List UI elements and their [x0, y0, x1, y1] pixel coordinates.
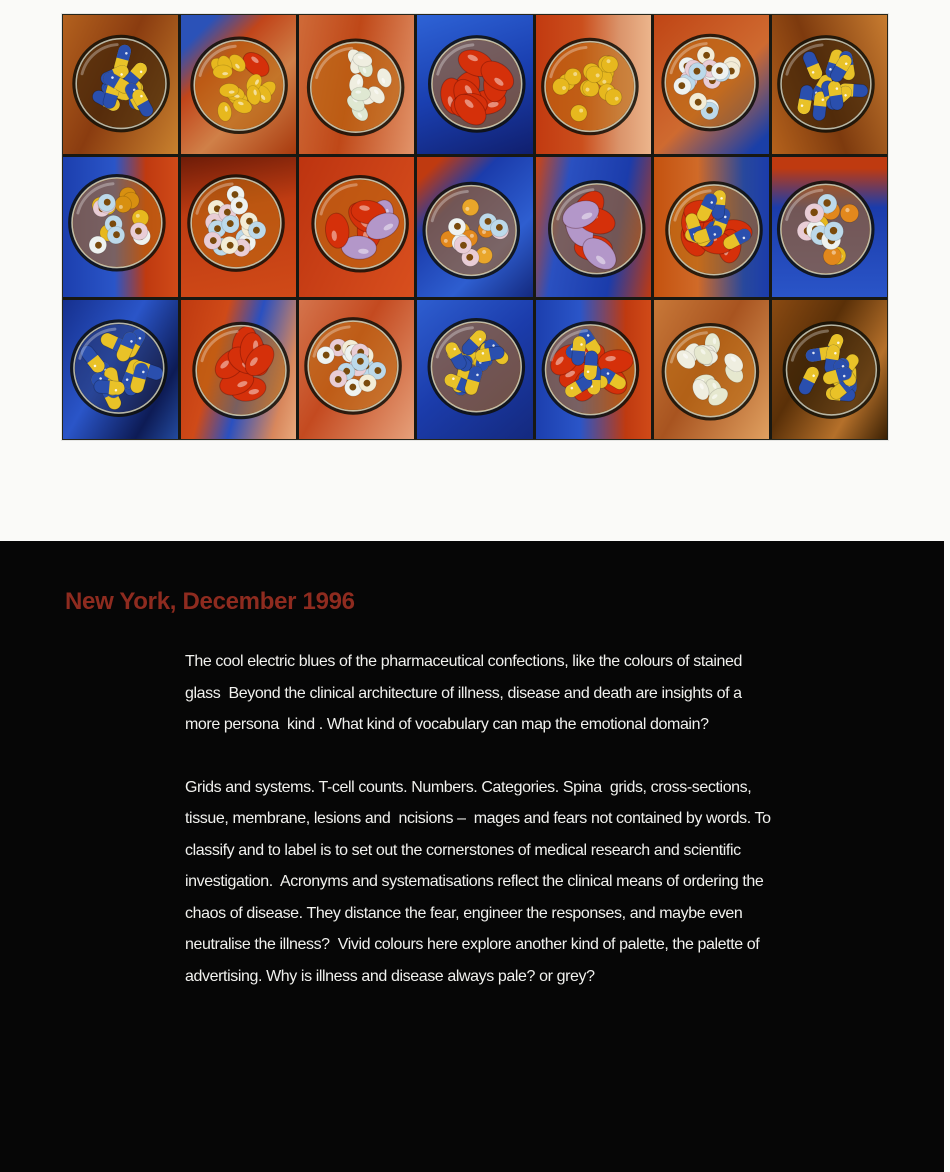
- pill-jar-illustration: [772, 157, 887, 296]
- grid-cell-r1c3: [299, 15, 414, 154]
- paragraph-2: Grids and systems. T-cell counts. Numbers. Categories. Spina grids, cross-sections, tissue, membrane, lesions and ncisions – mages and fears not contained by words. To classify and to label is to set out the cornerstones of medical research and scientific investigation. Acronyms and systematisations reflect the clinical means of ordering the chaos of disease. They distance the fear, engineer the responses, and maybe even neutralise the illness? Vivid colours here explore another kind of palette, the palette of advertising. Why is illness and disease always pale? or grey?: [185, 778, 775, 985]
- grid-cell-r2c3: [299, 157, 414, 296]
- text-panel: [0, 541, 944, 1172]
- section-heading: New York, December 1996: [65, 588, 355, 615]
- pill-jar-illustration: [536, 300, 651, 439]
- grid-cell-r2c7: [772, 157, 887, 296]
- pill-grid-photograph: [62, 14, 888, 440]
- body-copy: [185, 646, 777, 992]
- grid-cell-r1c6: [654, 15, 769, 154]
- pill-jar-illustration: [181, 157, 296, 296]
- pill-jar-illustration: [63, 15, 178, 154]
- grid-cell-r2c6: [654, 157, 769, 296]
- pill-jar-illustration: [417, 15, 532, 154]
- grid-cell-r3c2: [181, 300, 296, 439]
- pill-jar-illustration: [299, 300, 414, 439]
- pill-jar-illustration: [181, 15, 296, 154]
- pill-jar-illustration: [772, 15, 887, 154]
- pill-jar-illustration: [299, 15, 414, 154]
- grid-cell-r1c4: [417, 15, 532, 154]
- grid-cell-r3c6: [654, 300, 769, 439]
- pill-jar-illustration: [417, 157, 532, 296]
- grid-cell-r2c5: [536, 157, 651, 296]
- pill-jar-illustration: [417, 300, 532, 439]
- pill-jar-illustration: [536, 157, 651, 296]
- pill-jar-illustration: [63, 300, 178, 439]
- grid-cell-r3c4: [417, 300, 532, 439]
- pill-jar-illustration: [772, 300, 887, 439]
- pill-jar-illustration: [181, 300, 296, 439]
- grid-cell-r1c2: [181, 15, 296, 154]
- paragraph-1: The cool electric blues of the pharmaceutical confections, like the colours of stained glass Beyond the clinical architecture of illness, disease and death are insights of a more persona kind . What kind of vocabulary can map the emotional domain?: [185, 653, 747, 733]
- grid-cell-r1c1: [63, 15, 178, 154]
- pill-jar-illustration: [654, 300, 769, 439]
- pill-jar-illustration: [654, 157, 769, 296]
- pill-jar-illustration: [299, 157, 414, 296]
- grid-cell-r3c3: [299, 300, 414, 439]
- grid-cell-r2c2: [181, 157, 296, 296]
- grid-cell-r1c7: [772, 15, 887, 154]
- pill-jar-illustration: [654, 15, 769, 154]
- pill-jar-illustration: [63, 157, 178, 296]
- grid-cell-r2c1: [63, 157, 178, 296]
- grid-cell-r3c7: [772, 300, 887, 439]
- grid-cell-r3c5: [536, 300, 651, 439]
- grid-cell-r1c5: [536, 15, 651, 154]
- grid-cell-r2c4: [417, 157, 532, 296]
- grid-cell-r3c1: [63, 300, 178, 439]
- pill-jar-illustration: [536, 15, 651, 154]
